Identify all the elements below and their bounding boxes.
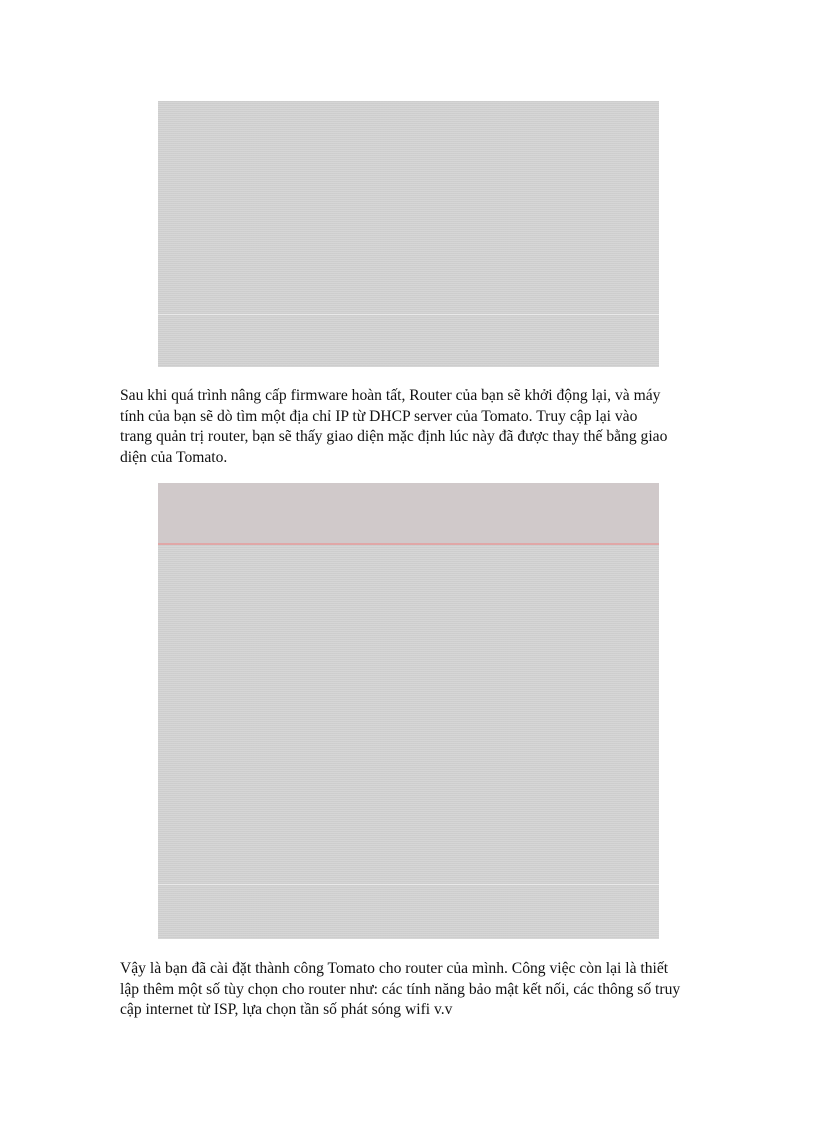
figure-divider-line [158,884,659,885]
tomato-interface-screenshot [158,483,659,939]
text-line: diện của Tomato. [120,448,228,466]
text-line: lập thêm một số tùy chọn cho router như: các tính năng bảo mật kết nối, các thông số truy [120,980,681,998]
paragraph-conclusion [120,959,710,1021]
firmware-upgrade-screenshot [158,101,659,367]
paragraph-after-firmware-upgrade [120,386,710,468]
figure-header-rule [158,543,659,545]
text-line: Vậy là bạn đã cài đặt thành công Tomato cho router của mình. Công việc còn lại là thiết [120,960,669,977]
text-line: cập internet từ ISP, lựa chọn tần số phát sóng wifi v.v [120,1001,453,1018]
figure-divider-line [158,314,659,315]
text-line: Sau khi quá trình nâng cấp firmware hoàn tất, Router của bạn sẽ khởi động lại, và máy [120,387,661,404]
text-line: tính của bạn sẽ dò tìm một địa chỉ IP từ DHCP server của Tomato. Truy cập lại vào [120,407,638,425]
text-line: trang quản trị router, bạn sẽ thấy giao diện mặc định lúc này đã được thay thế bằng giao [120,428,668,445]
figure-header-band [158,483,659,543]
